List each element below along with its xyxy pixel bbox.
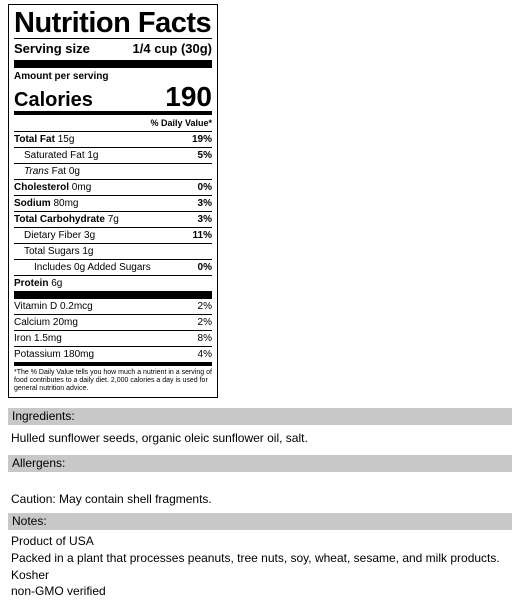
vitamin-row-iron: Iron 1.5mg 8% [14, 330, 212, 346]
daily-value-header: % Daily Value* [150, 118, 212, 128]
nutrient-row-saturated-fat: Saturated Fat 1g 5% [14, 147, 212, 163]
notes-line: Packed in a plant that processes peanuts, tree nuts, soy, wheat, sesame, and milk products. [11, 551, 500, 565]
nutrient-row-dietary-fiber: Dietary Fiber 3g 11% [14, 227, 212, 243]
nutrient-row-total-sugars: Total Sugars 1g [14, 243, 212, 259]
notes-line: Kosher [11, 568, 50, 582]
vitamin-row-vitamin-d: Vitamin D 0.2mcg 2% [14, 301, 212, 312]
serving-size-row [14, 39, 212, 60]
amount-per-serving: Amount per serving [14, 71, 109, 82]
notes-line: non-GMO verified [11, 584, 106, 598]
vitamin-row-potassium: Potassium 180mg 4% [14, 346, 212, 362]
serving-size-value: 1/4 cup (30g) [132, 41, 212, 56]
calories-label: Calories [14, 89, 93, 111]
nutrition-facts-label [8, 4, 218, 398]
daily-value-footnote: *The % Daily Value tells you how much a nutrient in a serving of food contributes to a daily diet. 2,000 calories a day is used for general nutrition advice. [14, 369, 212, 392]
vitamins-section [14, 299, 212, 362]
nutrient-row-sodium: Sodium 80mg 3% [14, 195, 212, 211]
nutrient-row-cholesterol: Cholesterol 0mg 0% [14, 179, 212, 195]
calories-value: 190 [165, 81, 212, 112]
calories-row [14, 83, 212, 111]
notes-heading: Notes: [8, 513, 512, 530]
vitamin-row-calcium: Calcium 20mg 2% [14, 314, 212, 330]
nutrient-row-added-sugars: Includes 0g Added Sugars 0% [14, 259, 212, 275]
nutrition-facts-title: Nutrition Facts [14, 7, 212, 39]
ingredients-text: Hulled sunflower seeds, organic oleic sunflower oil, salt. [11, 431, 308, 445]
nutrient-row-total-carbohydrate: Total Carbohydrate 7g 3% [14, 211, 212, 227]
nutrient-row-protein: Protein 6g [14, 275, 212, 291]
nutrient-row-trans-fat: Trans Fat 0g [14, 163, 212, 179]
ingredients-heading: Ingredients: [8, 408, 512, 425]
allergens-text: Caution: May contain shell fragments. [11, 492, 212, 506]
allergens-heading: Allergens: [8, 455, 512, 472]
notes-line: Product of USA [11, 534, 94, 548]
serving-size-label: Serving size [14, 41, 90, 56]
nutrient-row-total-fat: Total Fat 15g 19% [14, 131, 212, 147]
